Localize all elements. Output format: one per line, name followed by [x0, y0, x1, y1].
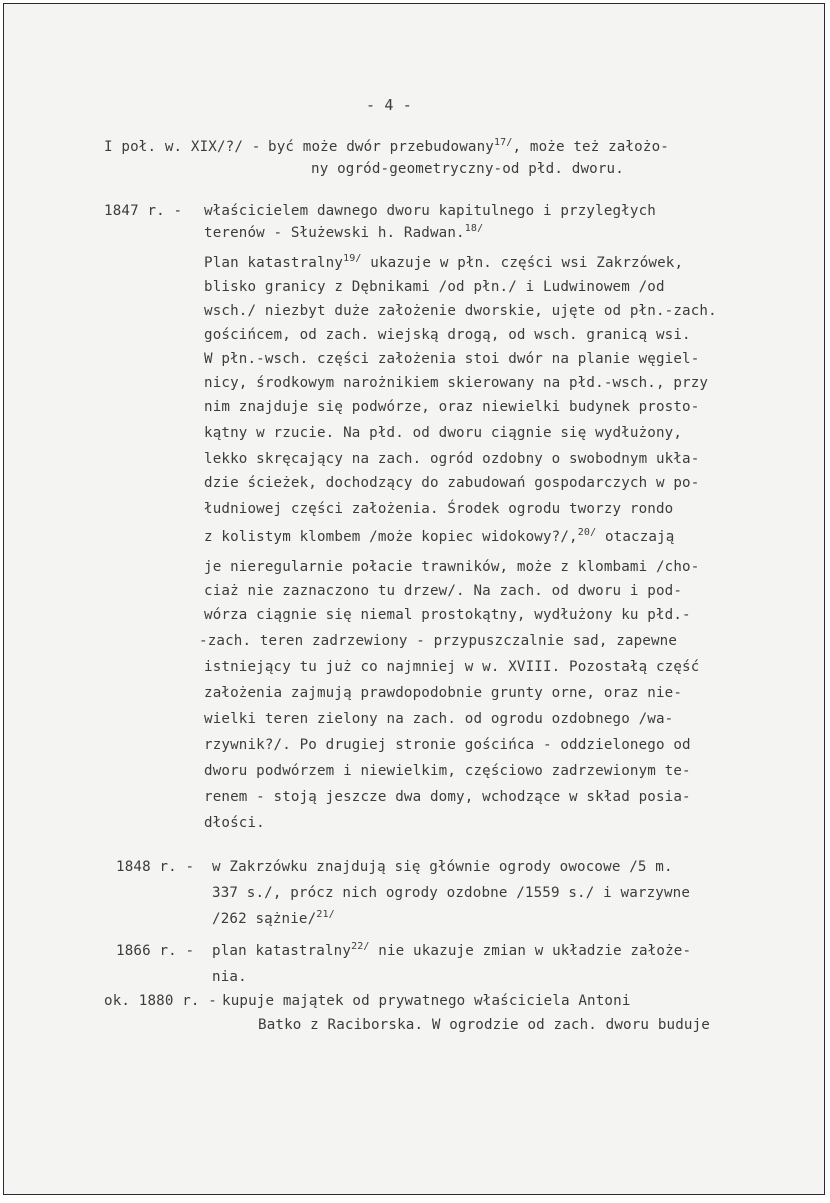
entry-line: z kolistym klombem /może kopiec widokowy?/,$^{20/}$ otaczają — [204, 527, 675, 545]
entry-line: łudniowej części założenia. Środek ogrodu tworzy rondo — [204, 501, 674, 517]
entry-line: lekko skręcający na zach. ogród ozdobny o swobodnym ukła- — [204, 451, 700, 467]
entry-line: właścicielem dawnego dworu kapitulnego i przyległych — [204, 203, 656, 219]
entry-label: I poł. w. XIX/?/ - — [104, 139, 261, 155]
entry-line: /262 sążnie/$^{21/}$ — [212, 909, 335, 927]
entry-line: wsch./ niezbyt duże założenie dworskie, ujęte od płn.-zach. — [204, 303, 717, 319]
entry-line: gościńcem, od zach. wiejską drogą, od wsch. granicą wsi. — [204, 327, 691, 343]
entry-line: założenia zajmują prawdopodobnie grunty orne, oraz nie- — [204, 685, 683, 701]
entry-line: być może dwór przebudowany$^{17/}$, może też założo- — [268, 137, 669, 155]
entry-label: 1866 r. - — [116, 943, 195, 959]
entry-line: -zach. teren zadrzewiony - przypuszczalnie sad, zapewne — [199, 633, 678, 649]
entry-line: rzywnik?/. Po drugiej stronie gościńca - oddzielonego od — [204, 737, 691, 753]
entry-line: W płn.-wsch. części założenia stoi dwór na planie węgiel- — [204, 351, 700, 367]
entry-line: blisko granicy z Dębnikami /od płn./ i Ludwinowem /od — [204, 279, 665, 295]
entry-line: plan katastralny$^{22/}$ nie ukazuje zmian w układzie założe- — [212, 941, 692, 959]
footnote-ref: 20/ — [577, 527, 597, 538]
footnote-ref: 17/ — [493, 137, 513, 148]
entry-line: terenów - Służewski h. Radwan.$^{18/}$ — [204, 223, 484, 241]
entry-line: nim znajduje się podwórze, oraz niewielki budynek prosto- — [204, 399, 700, 415]
entry-label: 1847 r. - — [104, 203, 183, 219]
entry-line: renem - stoją jeszcze dwa domy, wchodzące w skład posia- — [204, 789, 691, 805]
page-number: - 4 - — [366, 96, 412, 114]
footnote-ref: 22/ — [351, 941, 370, 952]
entry-line: dłości. — [204, 815, 265, 831]
entry-line: dzie ścieżek, dochodzący do zabudowań gospodarczych w po- — [204, 475, 700, 491]
document-page — [3, 3, 825, 1195]
entry-line: wórza ciągnie się niemal prostokątny, wydłużony ku płd.- — [204, 607, 691, 623]
entry-line: je nieregularnie połacie trawników, może z klombami /cho- — [204, 559, 700, 575]
entry-line: Batko z Raciborska. W ogrodzie od zach. dworu buduje — [258, 1017, 710, 1033]
entry-line: wielki teren zielony na zach. od ogrodu ozdobnego /wa- — [204, 711, 674, 727]
entry-line: ciaż nie zaznaczono tu drzew/. Na zach. od dworu i pod- — [204, 583, 683, 599]
entry-line: w Zakrzówku znajdują się głównie ogrody owocowe /5 m. — [212, 859, 673, 875]
entry-line: dworu podwórzem i niewielkim, częściowo zadrzewionym te- — [204, 763, 691, 779]
entry-line: nicy, środkowym narożnikiem skierowany na płd.-wsch., przy — [204, 375, 709, 391]
footnote-ref: 19/ — [343, 253, 362, 264]
entry-line: Plan katastralny$^{19/}$ ukazuje w płn. części wsi Zakrzówek, — [204, 253, 684, 271]
entry-line: nia. — [212, 969, 247, 985]
footnote-ref: 18/ — [464, 223, 484, 234]
entry-line: istniejący tu już co najmniej w w. XVIII. Pozostałą część — [204, 659, 700, 675]
entry-line: 337 s./, prócz nich ogrody ozdobne /1559 s./ i warzywne — [212, 885, 691, 901]
footnote-ref: 21/ — [316, 909, 335, 920]
entry-line: kątny w rzucie. Na płd. od dworu ciągnie się wydłużony, — [204, 425, 683, 441]
entry-label: 1848 r. - — [116, 859, 195, 875]
entry-line: kupuje majątek od prywatnego właściciela Antoni — [222, 993, 631, 1009]
entry-label: ok. 1880 r. - — [104, 993, 217, 1009]
entry-line: ny ogród-geometryczny-od płd. dworu. — [311, 161, 624, 177]
